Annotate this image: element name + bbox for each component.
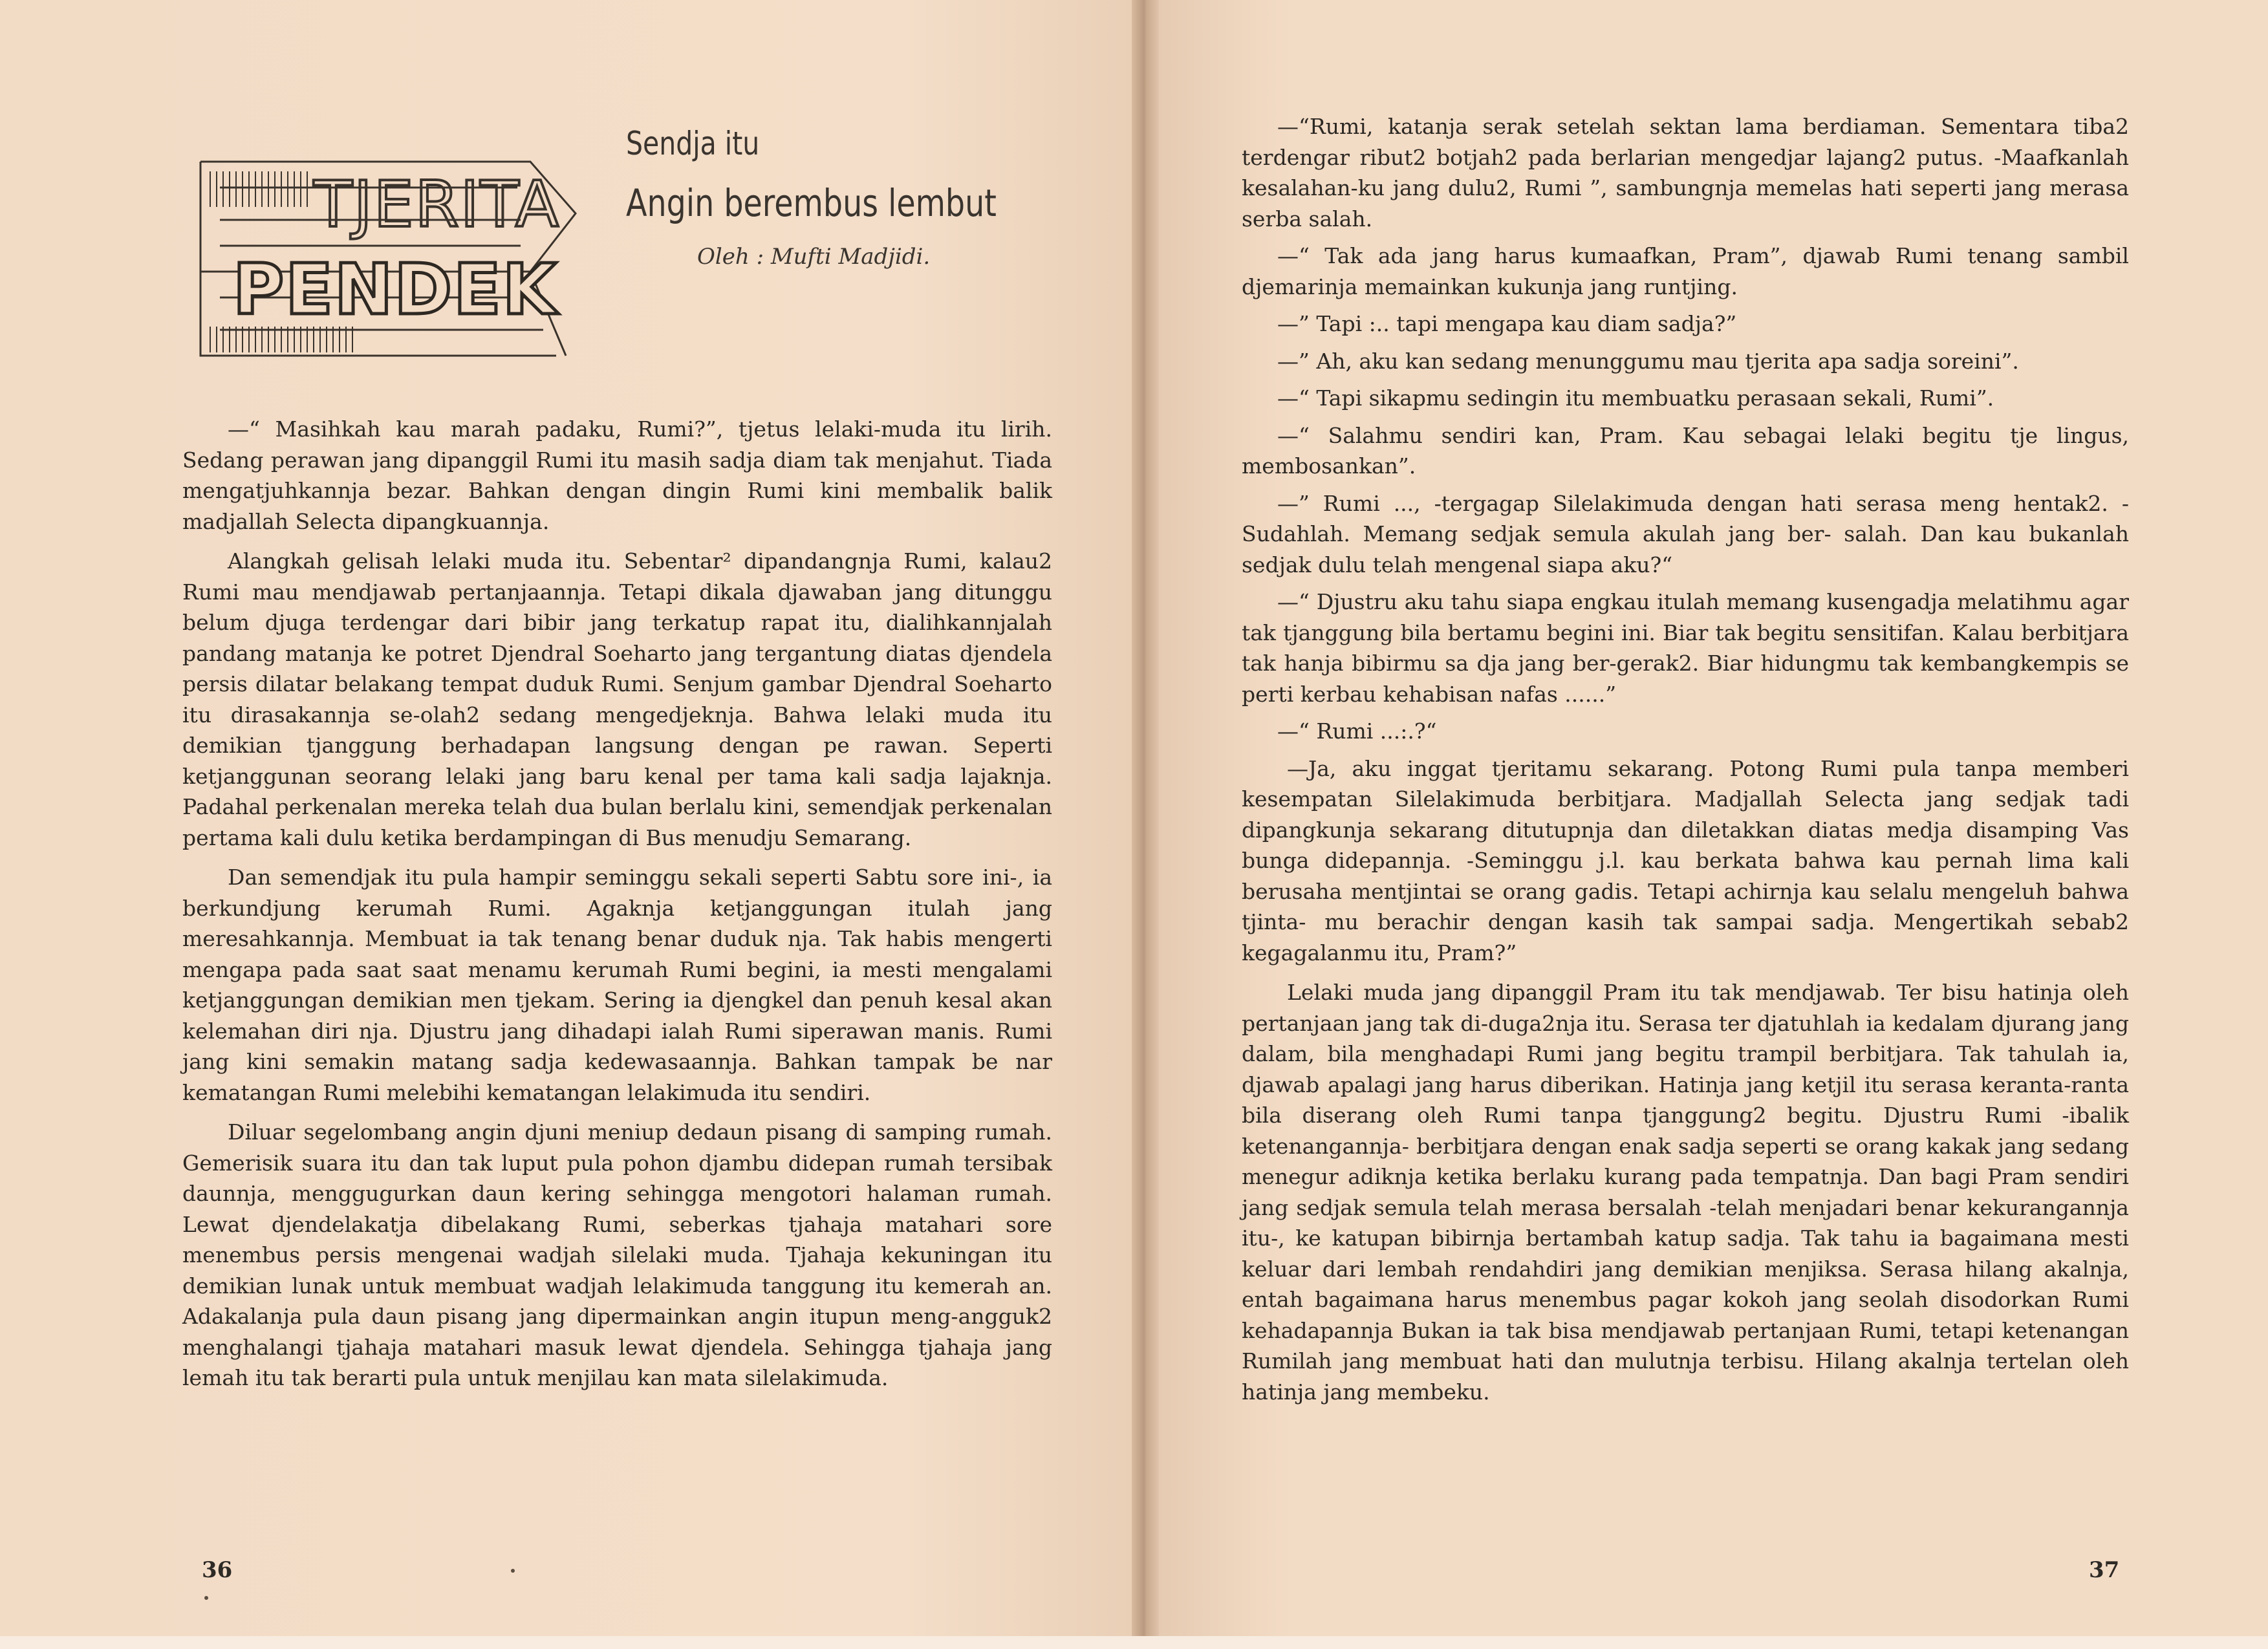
ink-speck: [511, 1569, 515, 1573]
right-text-column: [1242, 111, 2129, 1416]
scan-bottom-margin: [0, 1636, 2268, 1649]
right-paragraph: —“ Rumi ...:.?“: [1277, 718, 1437, 744]
ink-speck: [204, 1596, 208, 1600]
book-gutter: [1132, 0, 1159, 1636]
story-title-block: [626, 115, 1079, 279]
tjerita-pendek-logo: [194, 142, 582, 365]
logo-text-tjerita: TJERITA: [314, 168, 560, 242]
left-paragraph: —“ Masihkah kau marah padaku, Rumi?”, tjetus lelaki-muda itu lirih. Sedang perawan jang dipanggil Rumi itu masih sadja diam tak menjahut. Tiada mengatjuhkannja bezar. Bahkan dengan dingin Rumi kini membalik balik madjallah Selecta dipangkuannja.: [182, 416, 1052, 534]
right-paragraph: —“ Djustru aku tahu siapa engkau itulah memang kusengadja melatihmu agar tak tjanggung bila bertamu begini ini. Biar tak begitu sensitifan. Kalau berbitjara tak hanja bibirmu sa dja jang ber-gerak2. Biar hidungmu tak kembangkempis se perti kerbau kehabisan nafas ......”: [1242, 589, 2129, 707]
byline: Oleh : Mufti Madjidi.: [697, 244, 931, 270]
left-paragraph: Diluar segelombang angin djuni meniup dedaun pisang di samping rumah. Gemerisik suara itu dan tak luput pula pohon djambu didepan rumah tersibak daunnja, menggugurkan daun kering sehingga mengotori halaman rumah. Lewat djendelakatja dibelakang Rumi, seberkas tjahaja matahari sore menembus persis mengenai wadjah silelaki muda. Tjahaja kekuningan itu demikian lunak untuk membuat wadjah lelakimuda tanggung itu kemerah an. Adakalanja pula daun pisang jang dipermainkan angin itupun meng-angguk2 menghalangi tjahaja matahari masuk lewat djendela. Sehingga tjahaja jang lemah itu tak berarti pula untuk menjilau kan mata silelakimuda.: [182, 1119, 1052, 1390]
right-paragraph: Lelaki muda jang dipanggil Pram itu tak mendjawab. Ter bisu hatinja oleh pertanjaan jang tak di-duga2nja itu. Serasa ter djatuhlah ia kedalam djurang jang dalam, bila menghadapi Rumi jang begitu trampil berbitjara. Tak tahulah ia, djawab apalagi jang harus diberikan. Hatinja jang ketjil itu serasa kerantа-ranta bila diserang oleh Rumi tanpa tjanggung2 begitu. Djustru Rumi -ibalik ketenangannja- berbitjara dengan enak sadja seperti se orang kakak jang sedang menegur adiknja ketika berlaku kurang pada tempatnja. Dan bagi Pram sendiri jang sedjak semula telah merasa bersalah -telah menjadari benar kekurangannja itu-, ke katupan bibirnja bertambah katup sadja. Tak tahu ia bagaimana mesti keluar dari lembah rendahdiri jang demikian menjiksa. Serasa hilang akalnja, entah bagaimana harus menembus pagar kokoh jang seolah disodorkan Rumi kehadapannja Bukan ia tak bisa mendjawab pertanjaan Rumi, tetapi ketenangan Rumilah jang membuat hati dan mulutnja terbisu. Hilang akalnja tertelan oleh hatinja jang membeku.: [1242, 980, 2129, 1405]
left-paragraph: Dan semendjak itu pula hampir seminggu sekali seperti Sabtu sore ini-, ia berkundjung kerumah Rumi. Agaknja ketjanggungan itulah jang meresahkannja. Membuat ia tak tenang benar duduk nja. Tak habis mengerti mengapa pada saat saat menamu kerumah Rumi begini, ia mesti mengalami ketjanggungan demikian men tjekam. Sering ia djengkel dan penuh kesal akan kelemahan diri nja. Djustru jang dihadapi ialah Rumi siperawan manis. Rumi jang kini semakin matang sadja kedewasaannja. Bahkan tampak be nar kematangan Rumi melebihi kematangan lelakimuda itu sendiri.: [182, 865, 1052, 1105]
left-text-column: [182, 414, 1052, 1403]
page-number-right: 37: [2089, 1557, 2120, 1583]
title-line-2: Angin berembus lembut: [626, 181, 997, 225]
right-paragraph: —“ Salahmu sendiri kan, Pram. Kau sebagai lelaki begitu tje lingus, membosankan”.: [1242, 422, 2129, 479]
right-paragraph: —” Ah, aku kan sedang menunggumu mau tjerita apa sadja soreini”.: [1277, 348, 2019, 374]
right-paragraph: —Ja, aku inggat tjeritamu sekarang. Potong Rumi pula tanpa memberi kesempatan Silelakimuda berbitjara. Madjallah Selecta jang sedjak tadi dipangkunja sekarang ditutupnja dan diletakkan diatas medja disamping Vas bunga didepannja. -Seminggu j.l. kau berkata bahwa kau pernah lima kali berusaha mentjintai se orang gadis. Tetapi achirnja kau selalu mengeluh bahwa tjinta- mu berachir dengan kasih tak sampai sadja. Mengertikah sebab2 kegagalanmu itu, Pram?”: [1242, 755, 2129, 965]
right-paragraph: —“Rumi, katanja serak setelah sektan lama berdiaman. Sementara tiba2 terdengar ribut2 botjah2 pada berlarian mengedjar lajang2 putus. -Maafkanlah kesalahan-ku jang dulu2, Rumi ”, sambungnja memelas hati seperti jang merasa serba salah.: [1242, 114, 2129, 232]
left-paragraph: Alangkah gelisah lelaki muda itu. Sebentar² dipandangnja Rumi, kalau2 Rumi mau mendjawab pertanjaannja. Tetapi dikala djawaban jang ditunggu belum djuga terdengar dari bibir jang terkatup rapat itu, dialihkannjalah pandang matanja ke potret Djendral Soeharto jang tergantung diatas djendela persis dilatar belakang tempat duduk Rumi. Senjum gambar Djendral Soeharto itu dirasakannja se-olah2 sedang mengedjeknja. Bahwa lelaki muda itu demikian tjanggung berhadapan langsung dengan pe rawan. Seperti ketjanggunan seorang lelaki jang baru kenal per tama kali sadja lajaknja. Padahal perkenalan mereka telah dua bulan berlalu kini, semendjak perkenalan pertama kali dulu ketika berdampingan di Bus menudju Semarang.: [182, 548, 1052, 850]
right-paragraph: —” Tapi :.. tapi mengapa kau diam sadja?”: [1277, 311, 1737, 336]
right-paragraph: —” Rumi ..., -tergagap Silelakimuda dengan hati serasa meng hentak2. -Sudahlah. Memang sedjak semula akulah jang ber- salah. Dan kau bukanlah sedjak dulu telah mengenal siapa aku?“: [1242, 490, 2129, 577]
logo-text-pendek: PENDEK: [233, 250, 558, 330]
page-number-left: 36: [202, 1557, 233, 1583]
title-line-1: Sendja itu: [626, 125, 760, 162]
right-paragraph: —“ Tapi sikapmu sedingin itu membuatku perasaan sekali, Rumi”.: [1277, 385, 1994, 411]
right-paragraph: —“ Tak ada jang harus kumaafkan, Pram”, djawab Rumi tenang sambil djemarinja memainkan kukunja jang runtjing.: [1242, 243, 2129, 299]
